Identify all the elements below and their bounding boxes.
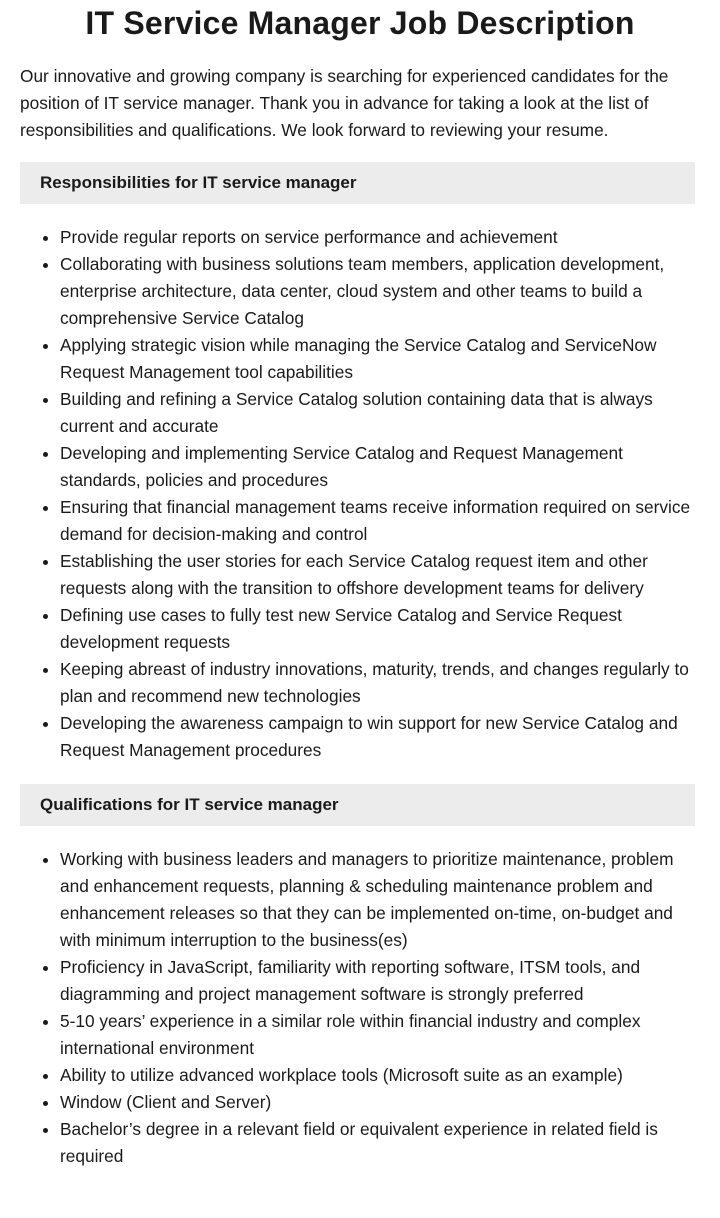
list-item: • Bachelor’s degree in a relevant field or equivalent experience in related field is required — [60, 1116, 700, 1170]
list-item: • Applying strategic vision while managing the Service Catalog and ServiceNow Request Management tool capabilities — [60, 332, 700, 386]
list-item: • Establishing the user stories for each Service Catalog request item and other requests along with the transition to offshore development teams for delivery — [60, 548, 700, 602]
list-item: • Ensuring that financial management teams receive information required on service demand for decision-making and control — [60, 494, 700, 548]
list-item: • Proficiency in JavaScript, familiarity with reporting software, ITSM tools, and diagramming and project management software is strongly preferred — [60, 954, 700, 1008]
list-item: • Keeping abreast of industry innovations, maturity, trends, and changes regularly to plan and recommend new technologies — [60, 656, 700, 710]
list-item: • Developing the awareness campaign to win support for new Service Catalog and Request Management procedures — [60, 710, 700, 764]
list-item: • Ability to utilize advanced workplace tools (Microsoft suite as an example) — [60, 1062, 700, 1089]
list-item: • Collaborating with business solutions team members, application development, enterprise architecture, data center, cloud system and other teams to build a comprehensive Service Catalog — [60, 251, 700, 332]
qualifications-list — [0, 846, 700, 1170]
qualifications-heading: Qualifications for IT service manager — [20, 784, 695, 826]
responsibilities-list — [0, 224, 700, 764]
list-item: • Working with business leaders and managers to prioritize maintenance, problem and enhancement requests, planning & scheduling maintenance problem and enhancement releases so that they can be implemented on-time, on-budget and with minimum interruption to the business(es) — [60, 846, 700, 954]
intro-paragraph: Our innovative and growing company is searching for experienced candidates for the position of IT service manager. Thank you in advance for taking a look at the list of responsibilities and qualifications. We look forward to reviewing your resume. — [20, 66, 669, 140]
list-item: • Provide regular reports on service performance and achievement — [60, 224, 700, 251]
page-title: IT Service Manager Job Description — [85, 5, 635, 41]
responsibilities-heading: Responsibilities for IT service manager — [20, 162, 695, 204]
list-item: • Window (Client and Server) — [60, 1089, 700, 1116]
list-item: • 5-10 years’ experience in a similar role within financial industry and complex international environment — [60, 1008, 700, 1062]
list-item: • Building and refining a Service Catalog solution containing data that is always current and accurate — [60, 386, 700, 440]
list-item: • Defining use cases to fully test new Service Catalog and Service Request development requests — [60, 602, 700, 656]
list-item: • Developing and implementing Service Catalog and Request Management standards, policies and procedures — [60, 440, 700, 494]
